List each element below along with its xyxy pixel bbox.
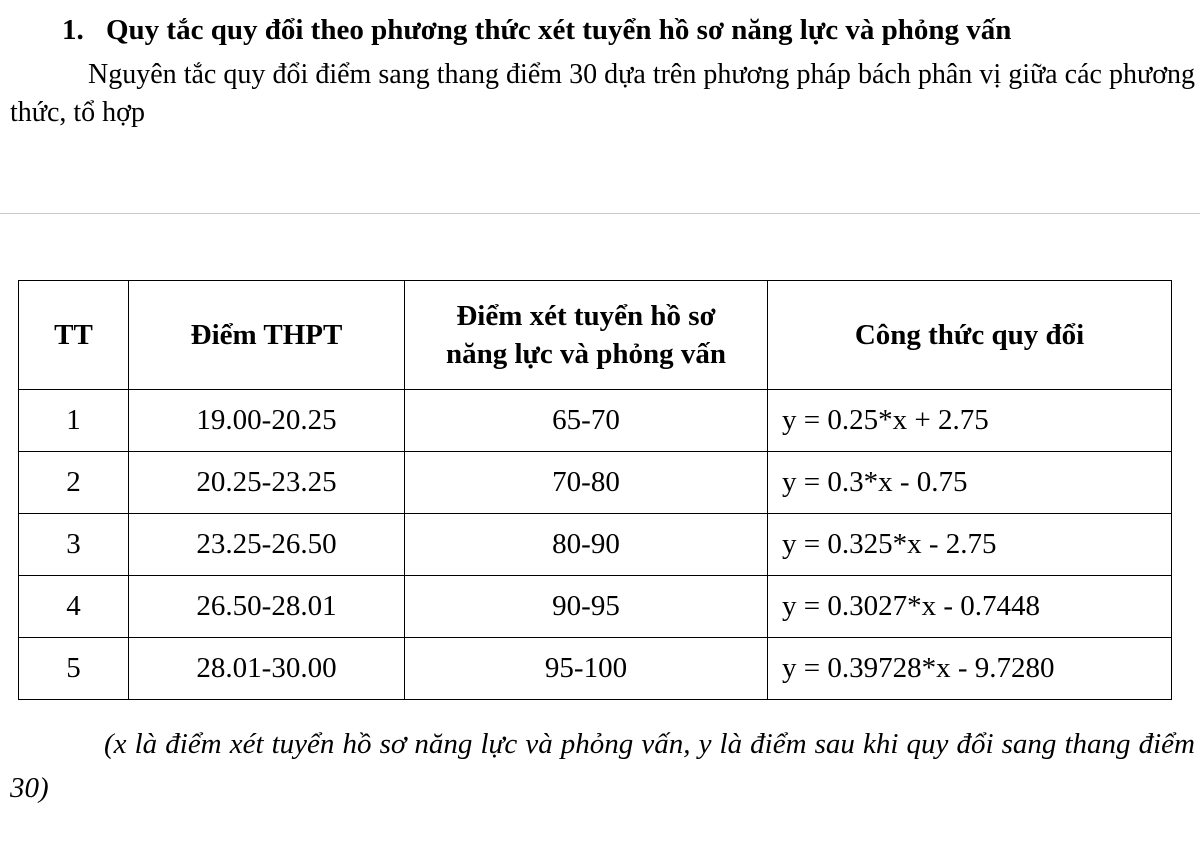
intro-paragraph: Nguyên tắc quy đổi điểm sang thang điểm 30 dựa trên phương pháp bách phân vị giữa các phương thức, tổ hợp bbox=[10, 59, 1195, 128]
section-title: Quy tắc quy đổi theo phương thức xét tuyển hồ sơ năng lực và phỏng vấn bbox=[106, 14, 1012, 46]
footnote: (x là điểm xét tuyển hồ sơ năng lực và phỏng vấn, y là điểm sau khi quy đổi sang thang điểm 30) bbox=[10, 728, 1195, 804]
cell-tt: 2 bbox=[19, 452, 129, 514]
table-row bbox=[19, 514, 1172, 576]
table-row bbox=[19, 638, 1172, 700]
table-header-row bbox=[19, 281, 1172, 390]
header-formula: Công thức quy đổi bbox=[768, 281, 1172, 390]
page-divider bbox=[0, 213, 1200, 214]
table-row bbox=[19, 576, 1172, 638]
cell-thpt-range: 23.25-26.50 bbox=[129, 514, 405, 576]
table-row bbox=[19, 390, 1172, 452]
cell-profile-range: 80-90 bbox=[405, 514, 768, 576]
cell-formula: y = 0.3*x - 0.75 bbox=[768, 452, 1172, 514]
section-heading bbox=[62, 12, 1011, 48]
header-tt: TT bbox=[19, 281, 129, 390]
header-profile-line2: năng lực và phỏng vấn bbox=[445, 338, 727, 370]
section-number: 1. bbox=[62, 14, 84, 46]
cell-tt: 3 bbox=[19, 514, 129, 576]
cell-profile-range: 95-100 bbox=[405, 638, 768, 700]
cell-formula: y = 0.25*x + 2.75 bbox=[768, 390, 1172, 452]
table-row bbox=[19, 452, 1172, 514]
cell-thpt-range: 20.25-23.25 bbox=[129, 452, 405, 514]
cell-thpt-range: 19.00-20.25 bbox=[129, 390, 405, 452]
header-thpt-score: Điểm THPT bbox=[129, 281, 405, 390]
cell-tt: 4 bbox=[19, 576, 129, 638]
cell-profile-range: 90-95 bbox=[405, 576, 768, 638]
conversion-table bbox=[18, 280, 1172, 700]
cell-tt: 5 bbox=[19, 638, 129, 700]
cell-formula: y = 0.3027*x - 0.7448 bbox=[768, 576, 1172, 638]
cell-tt: 1 bbox=[19, 390, 129, 452]
cell-formula: y = 0.39728*x - 9.7280 bbox=[768, 638, 1172, 700]
cell-thpt-range: 26.50-28.01 bbox=[129, 576, 405, 638]
header-profile-score bbox=[405, 281, 768, 390]
cell-thpt-range: 28.01-30.00 bbox=[129, 638, 405, 700]
cell-formula: y = 0.325*x - 2.75 bbox=[768, 514, 1172, 576]
cell-profile-range: 65-70 bbox=[405, 390, 768, 452]
header-profile-line1: Điểm xét tuyển hồ sơ bbox=[456, 300, 716, 332]
cell-profile-range: 70-80 bbox=[405, 452, 768, 514]
